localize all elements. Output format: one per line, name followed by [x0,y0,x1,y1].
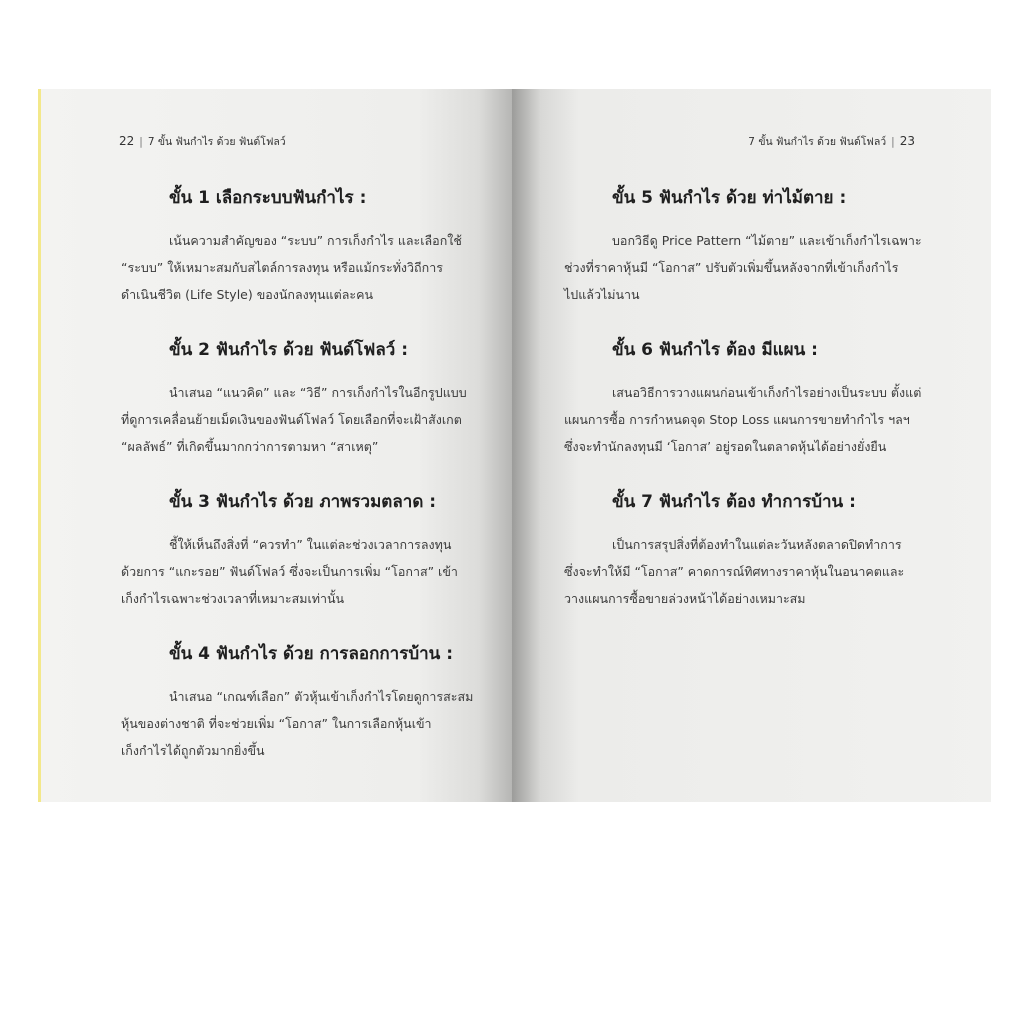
body-line: ที่ดูการเคลื่อนย้ายเม็ดเงินของฟันด์โฟลว์ โดยเลือกที่จะเฝ้าสังเกต [121,412,462,427]
section-heading: ขั้น 4 ฟันกำไร ด้วย การลอกการบ้าน : [169,644,454,664]
body-line: ด้วยการ “แกะรอย” ฟันด์โฟลว์ ซึ่งจะเป็นการเพิ่ม “โอกาส” เข้า [121,564,458,579]
right-page [512,89,991,802]
left-sections [121,184,481,792]
body-line: ซึ่งจะทำนักลงทุนมี ‘โอกาส’ อยู่รอดในตลาดหุ้นได้อย่างยั่งยืน [564,439,887,454]
body-line: ชี้ให้เห็นถึงสิ่งที่ “ควรทำ” ในแต่ละช่วงเวลาการลงทุน [169,537,452,552]
body-line: บอกวิธีดู Price Pattern “ไม้ตาย” และเข้าเก็งกำไรเฉพาะ [612,233,922,248]
right-page-number: 23 [899,134,915,148]
body-line: นำเสนอ “เกณฑ์เลือก” ตัวหุ้นเข้าเก็งกำไรโดยดูการสะสม [169,689,474,704]
section-5 [564,184,924,308]
section-heading: ขั้น 5 ฟันกำไร ด้วย ท่าไม้ตาย : [612,188,847,208]
section-1 [121,184,481,308]
section-7 [564,488,924,612]
section-heading: ขั้น 1 เลือกระบบฟันกำไร : [169,188,367,208]
left-page-number: 22 [119,134,135,148]
body-line: ไปแล้วไม่นาน [564,287,640,302]
open-book [38,89,991,802]
body-line: ดำเนินชีวิต (Life Style) ของนักลงทุนแต่ละคน [121,287,373,302]
body-line: เป็นการสรุปสิ่งที่ต้องทำในแต่ละวันหลังตลาดปิดทำการ [612,537,902,552]
body-line: ช่วงที่ราคาหุ้นมี “โอกาส” ปรับตัวเพิ่มขึ้นหลังจากที่เข้าเก็งกำไร [564,260,899,275]
section-heading: ขั้น 7 ฟันกำไร ต้อง ทำการบ้าน : [612,492,856,512]
body-line: เสนอวิธีการวางแผนก่อนเข้าเก็งกำไรอย่างเป็นระบบ ตั้งแต่ [612,385,922,400]
body-line: เน้นความสำคัญของ “ระบบ” การเก็งกำไร และเลือกใช้ [169,233,462,248]
section-heading: ขั้น 3 ฟันกำไร ด้วย ภาพรวมตลาด : [169,492,437,512]
body-line: นำเสนอ “แนวคิด” และ “วิธี” การเก็งกำไรในอีกรูปแบบ [169,385,467,400]
body-line: วางแผนการซื้อขายล่วงหน้าได้อย่างเหมาะสม [564,591,806,606]
left-running-head [119,133,286,150]
body-line: หุ้นของต่างชาติ ที่จะช่วยเพิ่ม “โอกาส” ในการเลือกหุ้นเข้า [121,716,432,731]
section-6 [564,336,924,460]
body-line: “ผลลัพธ์” ที่เกิดขึ้นมากกว่าการตามหา “สาเหตุ” [121,439,379,454]
section-heading: ขั้น 6 ฟันกำไร ต้อง มีแผน : [612,340,818,360]
left-page [38,89,512,802]
section-heading: ขั้น 2 ฟันกำไร ด้วย ฟันด์โฟลว์ : [169,340,409,360]
right-head-separator: | [891,136,895,148]
section-2 [121,336,481,460]
section-4 [121,640,481,764]
left-running-title: 7 ขั้น ฟันกำไร ด้วย ฟันด์โฟลว์ [147,136,286,148]
left-head-separator: | [139,136,143,148]
right-running-head [748,133,915,150]
body-line: เก็งกำไรได้ถูกตัวมากยิ่งขึ้น [121,743,265,758]
body-line: ซึ่งจะทำให้มี “โอกาส” คาดการณ์ทิศทางราคาหุ้นในอนาคตและ [564,564,905,579]
body-line: เก็งกำไรเฉพาะช่วงเวลาที่เหมาะสมเท่านั้น [121,591,345,606]
right-running-title: 7 ขั้น ฟันกำไร ด้วย ฟันด์โฟลว์ [748,136,887,148]
body-line: แผนการซื้อ การกำหนดจุด Stop Loss แผนการขายทำกำไร ฯลฯ [564,412,910,427]
right-sections [564,184,924,640]
section-3 [121,488,481,612]
body-line: “ระบบ” ให้เหมาะสมกับสไตล์การลงทุน หรือแม้กระทั่งวิถีการ [121,260,443,275]
